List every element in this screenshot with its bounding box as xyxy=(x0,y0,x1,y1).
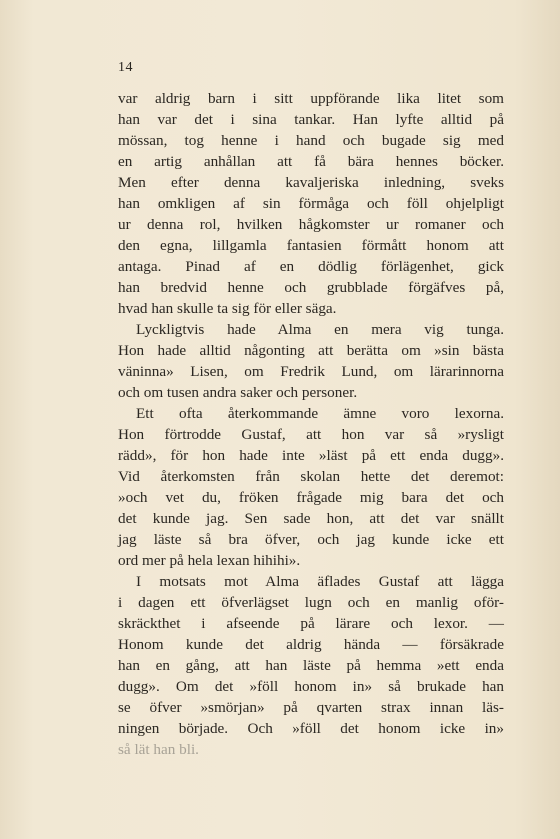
body-text xyxy=(118,88,504,760)
text-line: den egna, lillgamla fantasien förmått honom att xyxy=(118,237,504,254)
text-line: han bredvid henne och grubblade förgäfves på, xyxy=(118,279,504,296)
text-line: I motsats mot Alma äflades Gustaf att lägga xyxy=(136,573,504,590)
text-line: skräckthet i afseende på lärare och lexor. — xyxy=(118,615,504,632)
text-line: så lät han bli. xyxy=(118,741,199,758)
page-number: 14 xyxy=(118,60,133,75)
text-line: Hon hade alltid någonting att berätta om »sin bästa xyxy=(118,342,504,359)
text-line: rädd», för hon hade inte »läst på ett enda dugg». xyxy=(118,447,504,464)
text-line: var aldrig barn i sitt uppförande lika litet som xyxy=(118,90,504,107)
text-line: Men efter denna kavaljeriska inledning, sveks xyxy=(118,174,504,191)
text-line: dugg». Om det »föll honom in» så brukade han xyxy=(118,678,504,695)
text-line: det kunde jag. Sen sade hon, att det var snällt xyxy=(118,510,504,527)
text-line: han omkligen af sin förmåga och föll ohjelpligt xyxy=(118,195,504,212)
text-line: Ett ofta återkommande ämne voro lexorna. xyxy=(136,405,504,422)
text-line: jag läste så bra öfver, och jag kunde icke ett xyxy=(118,531,504,548)
text-line: se öfver »smörjan» på qvarten strax innan läs- xyxy=(118,699,504,716)
text-line: ur denna rol, hvilken hågkomster ur romaner och xyxy=(118,216,504,233)
text-line: Vid återkomsten från skolan hette det deremot: xyxy=(118,468,504,485)
text-line: »och vet du, fröken frågade mig bara det och xyxy=(118,489,504,506)
text-line: ningen började. Och »föll det honom icke in» xyxy=(118,720,504,737)
text-line: en artig anhållan att få bära hennes böcker. xyxy=(118,153,504,170)
text-line: i dagen ett öfverlägset lugn och en manlig oför- xyxy=(118,594,504,611)
text-line: han en gång, att han läste på hemma »ett enda xyxy=(118,657,504,674)
text-line: Lyckligtvis hade Alma en mera vig tunga. xyxy=(136,321,504,338)
text-line: han var det i sina tankar. Han lyfte alltid på xyxy=(118,111,504,128)
text-line: antaga. Pinad af en dödlig förlägenhet, gick xyxy=(118,258,504,275)
text-line: mössan, tog henne i hand och bugade sig med xyxy=(118,132,504,149)
text-line: ord mer på hela lexan hihihi». xyxy=(118,552,301,569)
text-line: och om tusen andra saker och personer. xyxy=(118,384,358,401)
text-line: väninna» Lisen, om Fredrik Lund, om lärarinnorna xyxy=(118,363,504,380)
text-line: Honom kunde det aldrig hända — försäkrade xyxy=(118,636,504,653)
text-line: hvad han skulle ta sig för eller säga. xyxy=(118,300,337,317)
text-line: Hon förtrodde Gustaf, att hon var så »rysligt xyxy=(118,426,504,443)
